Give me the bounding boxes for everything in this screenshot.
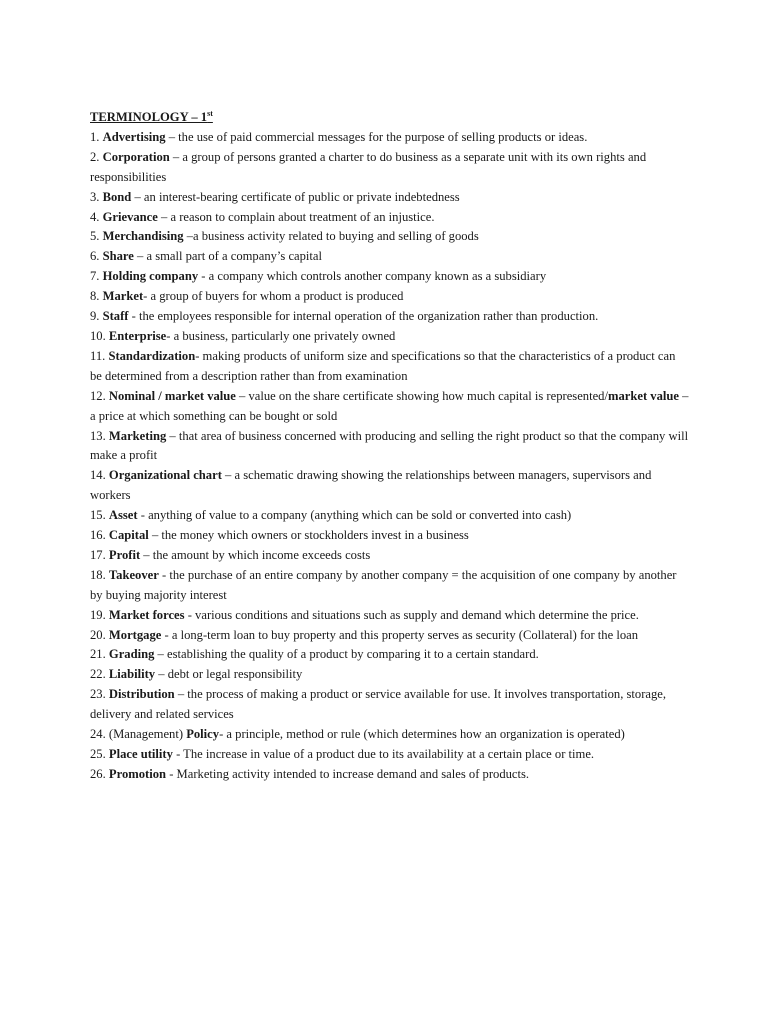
entry-definition: – a reason to complain about treatment of an injustice. [157, 209, 435, 224]
entry-term: Policy [186, 727, 220, 742]
list-item [90, 327, 690, 347]
entry-term: Merchandising [102, 229, 184, 244]
entry-term: Asset [108, 508, 138, 523]
entry-term: Mortgage [108, 627, 162, 642]
entry-definition: – a group of persons granted a charter to do business as a separate unit with its own rights and responsibilities [90, 149, 647, 184]
entry-definition: – the use of paid commercial messages for the purpose of selling products or ideas. [165, 129, 588, 144]
list-item [90, 665, 690, 685]
entry-number: 4. [90, 209, 100, 224]
entry-prefix: (Management) [105, 727, 187, 742]
entry-number: 20. [90, 627, 106, 642]
list-item [90, 546, 690, 566]
list-item [90, 626, 690, 646]
entry-definition: – an interest-bearing certificate of public or private indebtedness [131, 189, 460, 204]
entry-term: market value [607, 388, 679, 403]
entry-definition: - The increase in value of a product due to its availability at a certain place or time. [172, 747, 595, 761]
entry-term: Takeover [108, 567, 159, 582]
entry-definition: - the employees responsible for internal operation of the organization rather than production. [128, 309, 599, 324]
entry-definition: – the process of making a product or service available for use. It involves transportation, storage, delivery and related services [90, 687, 667, 722]
entry-number: 2. [90, 149, 100, 164]
entry-term: Place utility [108, 747, 173, 761]
list-item [90, 427, 690, 467]
list-item [90, 307, 690, 327]
entry-term: Share [102, 249, 134, 264]
list-item [90, 725, 690, 745]
document-title [90, 108, 690, 128]
entry-number: 22. [90, 667, 106, 682]
entry-number: 17. [90, 547, 106, 562]
entry-term: Market forces [108, 607, 185, 622]
list-item [90, 227, 690, 247]
entry-term: Profit [108, 547, 141, 562]
entry-number: 16. [90, 528, 106, 543]
list-item [90, 387, 690, 427]
entry-definition: - making products of uniform size and specifications so that the characteristics of a product can be determined from a description rather than from examination [90, 348, 676, 383]
entry-term: Marketing [108, 428, 167, 443]
list-item [90, 128, 690, 148]
entry-definition: – establishing the quality of a product by comparing it to a certain standard. [154, 647, 539, 662]
entry-definition: - anything of value to a company (anything which can be sold or converted into cash) [137, 508, 572, 523]
entry-definition: – that area of business concerned with producing and selling the right product so that the company will make a profit [90, 428, 689, 463]
entry-number: 6. [90, 249, 100, 264]
entry-definition: – debt or legal responsibility [155, 667, 303, 682]
entry-number: 9. [90, 309, 100, 324]
entry-number: 19. [90, 607, 106, 622]
title-text: TERMINOLOGY – 1 [90, 110, 208, 124]
entry-definition: - various conditions and situations such as supply and demand which determine the price. [184, 607, 639, 622]
entry-definition: – the money which owners or stockholders invest in a business [148, 528, 469, 543]
entry-term: Grievance [102, 209, 158, 224]
entry-term: Enterprise [108, 328, 167, 343]
entry-term: Promotion [108, 766, 167, 781]
entry-number: 3. [90, 189, 100, 204]
list-item [90, 765, 690, 785]
entry-definition: - Marketing activity intended to increase demand and sales of products. [166, 766, 530, 781]
entry-number: 5. [90, 229, 100, 244]
entry-term: Staff [102, 309, 129, 324]
list-item [90, 466, 690, 506]
entry-number: 1. [90, 129, 100, 144]
entry-number: 18. [90, 567, 106, 582]
list-item [90, 685, 690, 725]
entry-term: Liability [108, 667, 156, 682]
entry-number: 26. [90, 766, 106, 781]
entry-term: Advertising [102, 129, 166, 144]
list-item [90, 247, 690, 267]
entry-number: 12. [90, 388, 106, 403]
list-item [90, 267, 690, 287]
list-item [90, 506, 690, 526]
entry-definition: - a group of buyers for whom a product is produced [143, 289, 404, 304]
entry-term: Corporation [102, 149, 170, 164]
list-item [90, 287, 690, 307]
entry-definition: –a business activity related to buying and selling of goods [183, 229, 479, 244]
list-item [90, 347, 690, 387]
entry-definition: – value on the share certificate showing how much capital is represented/ [235, 388, 608, 403]
entry-term: Grading [108, 647, 155, 662]
entry-term: Bond [102, 189, 132, 204]
entry-term: Holding company [102, 269, 199, 284]
list-item [90, 188, 690, 208]
list-item [90, 208, 690, 228]
entry-definition: – the amount by which income exceeds costs [140, 547, 371, 562]
entry-definition: - a long-term loan to buy property and this property serves as security (Collateral) for the loan [161, 627, 639, 642]
list-item [90, 566, 690, 606]
entry-number: 8. [90, 289, 100, 304]
entry-number: 7. [90, 269, 100, 284]
entry-definition: - a company which controls another company known as a subsidiary [198, 269, 547, 284]
entry-definition: – a price at which something can be bought or sold [90, 388, 689, 423]
entry-term: Organizational chart [108, 468, 222, 483]
entry-number: 25. [90, 747, 106, 761]
entry-number: 23. [90, 687, 106, 702]
entry-number: 15. [90, 508, 106, 523]
list-item [90, 745, 690, 765]
entry-number: 21. [90, 647, 106, 662]
entry-term: Capital [108, 528, 149, 543]
entry-term: Distribution [108, 687, 175, 702]
title-superscript: st [207, 108, 213, 118]
document-page [90, 108, 690, 785]
list-item [90, 148, 690, 188]
entry-number: 14. [90, 468, 106, 483]
terminology-list [90, 128, 690, 785]
entry-definition: – a small part of a company’s capital [133, 249, 323, 264]
entry-term: Market [102, 289, 144, 304]
entry-definition: - the purchase of an entire company by another company = the acquisition of one company by another by buying majority interest [90, 567, 677, 602]
list-item [90, 526, 690, 546]
entry-term: Nominal / market value [108, 388, 236, 403]
list-item [90, 606, 690, 626]
entry-definition: - a principle, method or rule (which determines how an organization is operated) [219, 727, 625, 742]
entry-number: 24. [90, 727, 106, 742]
entry-definition: - a business, particularly one privately owned [166, 328, 396, 343]
entry-definition: – a schematic drawing showing the relationships between managers, supervisors and workers [90, 468, 652, 503]
list-item [90, 645, 690, 665]
entry-number: 10. [90, 328, 106, 343]
entry-number: 11. [90, 348, 106, 363]
entry-number: 13. [90, 428, 106, 443]
entry-term: Standardization [108, 348, 196, 363]
